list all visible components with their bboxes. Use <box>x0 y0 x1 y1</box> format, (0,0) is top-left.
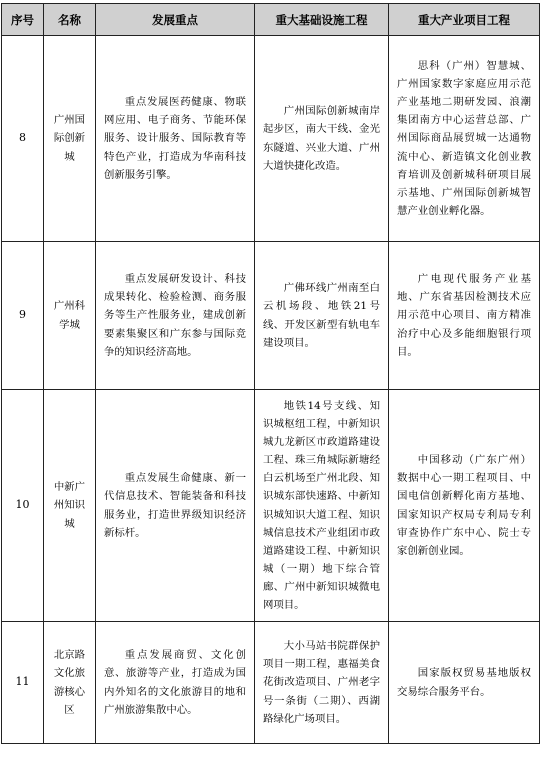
row-name: 广州国际创新城 <box>44 36 96 242</box>
row-focus: 重点发展商贸、文化创意、旅游等产业，打造成为国内外知名的文化旅游目的地和广州旅游集散中心。 <box>96 622 255 744</box>
row-name: 中新广州知识城 <box>44 390 96 622</box>
row-name: 北京路文化旅游核心区 <box>44 622 96 744</box>
row-focus: 重点发展研发设计、科技成果转化、检验检测、商务服务等生产性服务业，建成创新要素集聚区和广东参与国际竞争的知识经济高地。 <box>96 242 255 390</box>
row-focus: 重点发展生命健康、新一代信息技术、智能装备和科技服务业，打造世界级知识经济新标杆。 <box>96 390 255 622</box>
header-focus: 发展重点 <box>96 4 255 36</box>
table-row <box>2 390 540 622</box>
header-row <box>2 4 540 36</box>
header-infra: 重大基础设施工程 <box>255 4 389 36</box>
row-focus: 重点发展医药健康、物联网应用、电子商务、节能环保服务、设计服务、国际教育等特色产业，打造成为华南科技创新服务引擎。 <box>96 36 255 242</box>
projects-table <box>1 3 540 744</box>
row-number: 11 <box>2 622 44 744</box>
header-name: 名称 <box>44 4 96 36</box>
table-row <box>2 36 540 242</box>
row-number: 8 <box>2 36 44 242</box>
header-industry: 重大产业项目工程 <box>389 4 540 36</box>
header-num: 序号 <box>2 4 44 36</box>
row-industry: 思科（广州）智慧城、广州国家数字家庭应用示范产业基地二期研发园、浪潮集团南方中心运营总部、广州国际商品展贸城一达通物流中心、新造镇文化创业教育培训及创新城科研项目展示基地、广州国际创新城智慧产业创业孵化器。 <box>389 36 540 242</box>
row-infra: 广州国际创新城南岸起步区，南大干线、金光东隧道、兴业大道、广州大道快捷化改造。 <box>255 36 389 242</box>
table-row <box>2 242 540 390</box>
row-name: 广州科学城 <box>44 242 96 390</box>
row-industry: 中国移动（广东广州）数据中心一期工程项目、中国电信创新孵化南方基地、国家知识产权局专利局专利审查协作广东中心、院士专家创新创业园。 <box>389 390 540 622</box>
row-industry: 广电现代服务产业基地、广东省基因检测技术应用示范中心项目、南方精准治疗中心及多能细胞银行项目。 <box>389 242 540 390</box>
row-number: 9 <box>2 242 44 390</box>
row-number: 10 <box>2 390 44 622</box>
row-infra: 地铁14号支线、知识城枢纽工程，中新知识城九龙新区市政道路建设工程、珠三角城际新塘经白云机场至广州北段、知识城东部快速路、中新知识城知识大道工程、知识城信息技术产业组团市政道路建设工程、中新知识城（一期）地下综合管廊、广州中新知识城微电网项目。 <box>255 390 389 622</box>
row-industry: 国家版权贸易基地版权交易综合服务平台。 <box>389 622 540 744</box>
table-row <box>2 622 540 744</box>
row-infra: 大小马站书院群保护项目一期工程，惠福美食花街改造项目、广州老字号一条街（二期）、西湖路绿化广场项目。 <box>255 622 389 744</box>
row-infra: 广佛环线广州南至白云机场段、地铁21号线、开发区新型有轨电车建设项目。 <box>255 242 389 390</box>
